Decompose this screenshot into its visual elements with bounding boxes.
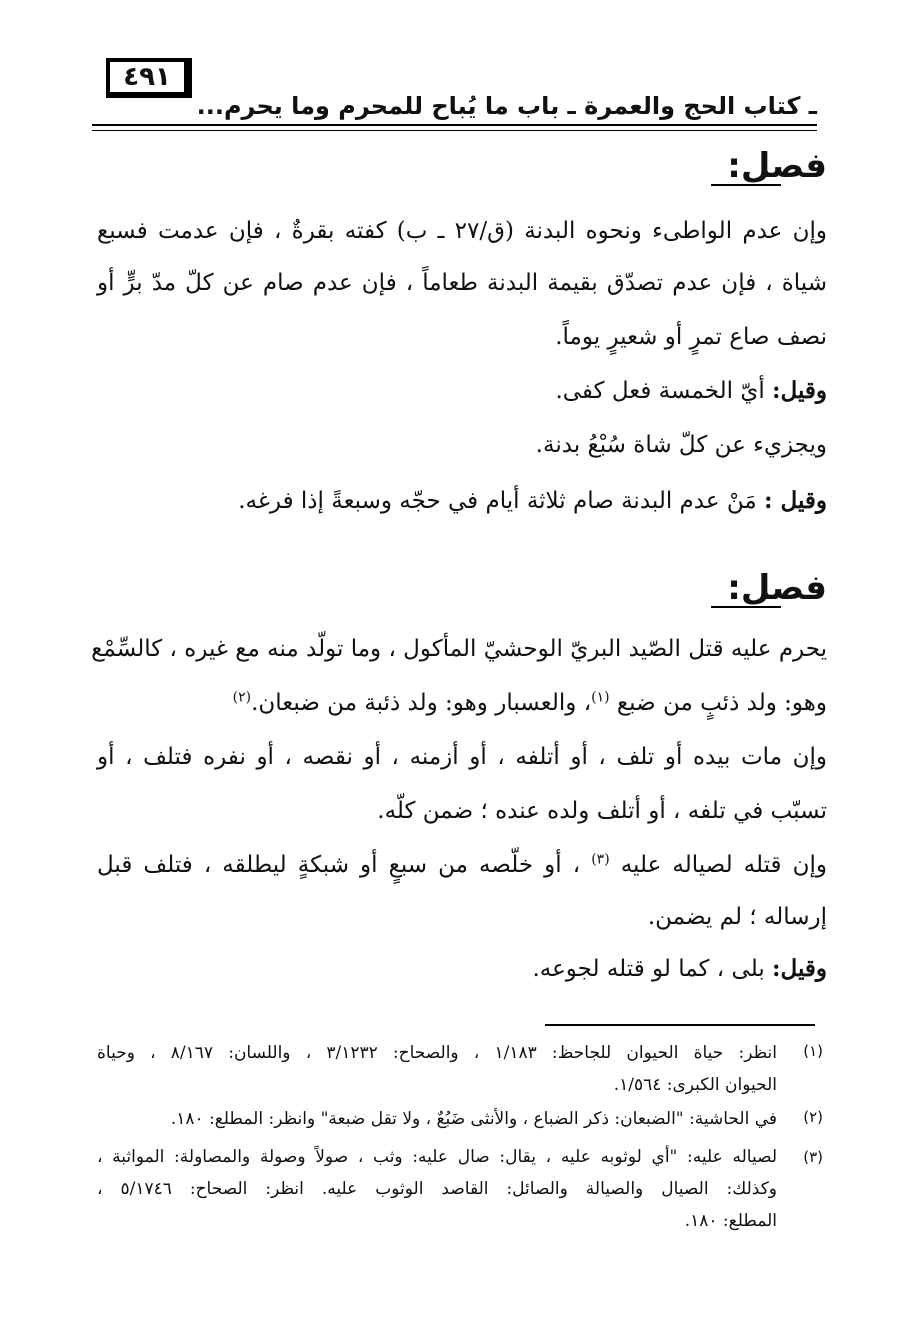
footnote-line: انظر: حياة الحيوان للجاحظ: ١/١٨٣ ، والصحاح: ٣/١٢٣٢ ، واللسان: ٨/١٦٧ ، وحياة [97,1043,777,1063]
footnote-number: (٣) [803,1148,823,1166]
footnote-line: لصياله عليه: "أي لوثوبه عليه ، يقال: صال عليه: وثب ، صولاً وصولة والمصاولة: المواثبة ، [97,1147,777,1167]
footnote-ref[interactable]: (١) [591,689,610,706]
footnote-line: المطلع: ١٨٠. [684,1211,777,1231]
text-line [97,484,827,518]
footnote-ref[interactable]: (٣) [591,851,610,868]
text-line: إرساله ؛ لم يضمن. [647,904,827,930]
footnote-number: (١) [803,1042,823,1060]
footnote-number: (٢) [803,1108,823,1126]
header-rule-thin [92,130,817,131]
text-span: مَنْ عدم البدنة صام ثلاثة أيام في حجّه وسبعةً إذا فرغه. [238,488,757,514]
qila-label: وقيل : [764,487,827,514]
header-rule [92,124,817,126]
footnote-rule [545,1024,815,1026]
footnote-line: وكذلك: الصيال والصيالة والصائل: القاصد الوثوب عليه. انظر: الصحاح: ٥/١٧٤٦ ، [97,1179,778,1199]
qila-label: وقيل: [772,377,827,404]
text-line: شياة ، فإن عدم تصدّق بقيمة البدنة طعاماً ، فإن عدم صام عن كلّ مدّ برٍّ أو [97,270,827,296]
text-line: ويجزيء عن كلّ شاة سُبْعُ بدنة. [535,432,827,458]
heading-underline [711,606,781,608]
text-span: وهو: ولد ذئبٍ من ضبع [616,690,827,716]
section-heading: فصل: [727,146,827,186]
text-line [97,686,827,720]
footnote-ref[interactable]: (٢) [232,689,252,706]
text-line: نصف صاع تمرٍ أو شعيرٍ يوماً. [555,324,827,350]
text-span: ، والعسبار وهو: ولد ذئبة من ضبعان. [251,690,592,716]
text-line: وإن مات بيده أو تلف ، أو أتلفه ، أو أزمنه ، أو نقصه ، أو نفره فتلف ، أو [97,744,827,770]
text-line [97,848,827,882]
text-line [97,952,827,986]
qila-label: وقيل: [772,955,827,982]
text-span: أيّ الخمسة فعل كفى. [555,378,765,404]
footnote-line: الحيوان الكبرى: ١/٥٦٤. [613,1075,777,1095]
text-line: وإن عدم الواطىء ونحوه البدنة (ق/٢٧ ـ ب) كفته بقرةٌ ، فإن عدمت فسبع [97,218,827,244]
text-line [97,374,827,408]
heading-underline [711,184,781,186]
text-span: بلى ، كما لو قتله لجوعه. [532,956,765,982]
text-span: ، أو خلّصه من سبعٍ أو شبكةٍ ليطلقه ، فتلف قبل [97,852,581,878]
footnote-line: في الحاشية: "الضبعان: ذكر الضباع ، والأنثى ضَبُعٌ ، ولا تقل ضبعة" وانظر: المطلع: ١٨٠. [170,1109,777,1129]
page-number: ٤٩١ [123,62,171,92]
text-line: تسبّب في تلفه ، أو أتلف ولده عنده ؛ ضمن كلّه. [377,798,827,824]
running-title: ـ كتاب الحج والعمرة ـ باب ما يُباح للمحرم وما يحرم... [196,92,817,120]
section-heading: فصل: [727,568,827,608]
text-span: وإن قتله لصياله عليه [620,852,827,878]
text-line: يحرم عليه قتل الصّيد البريّ الوحشيّ المأكول ، وما تولّد منه مع غيره ، كالسِّمْع [91,636,827,662]
